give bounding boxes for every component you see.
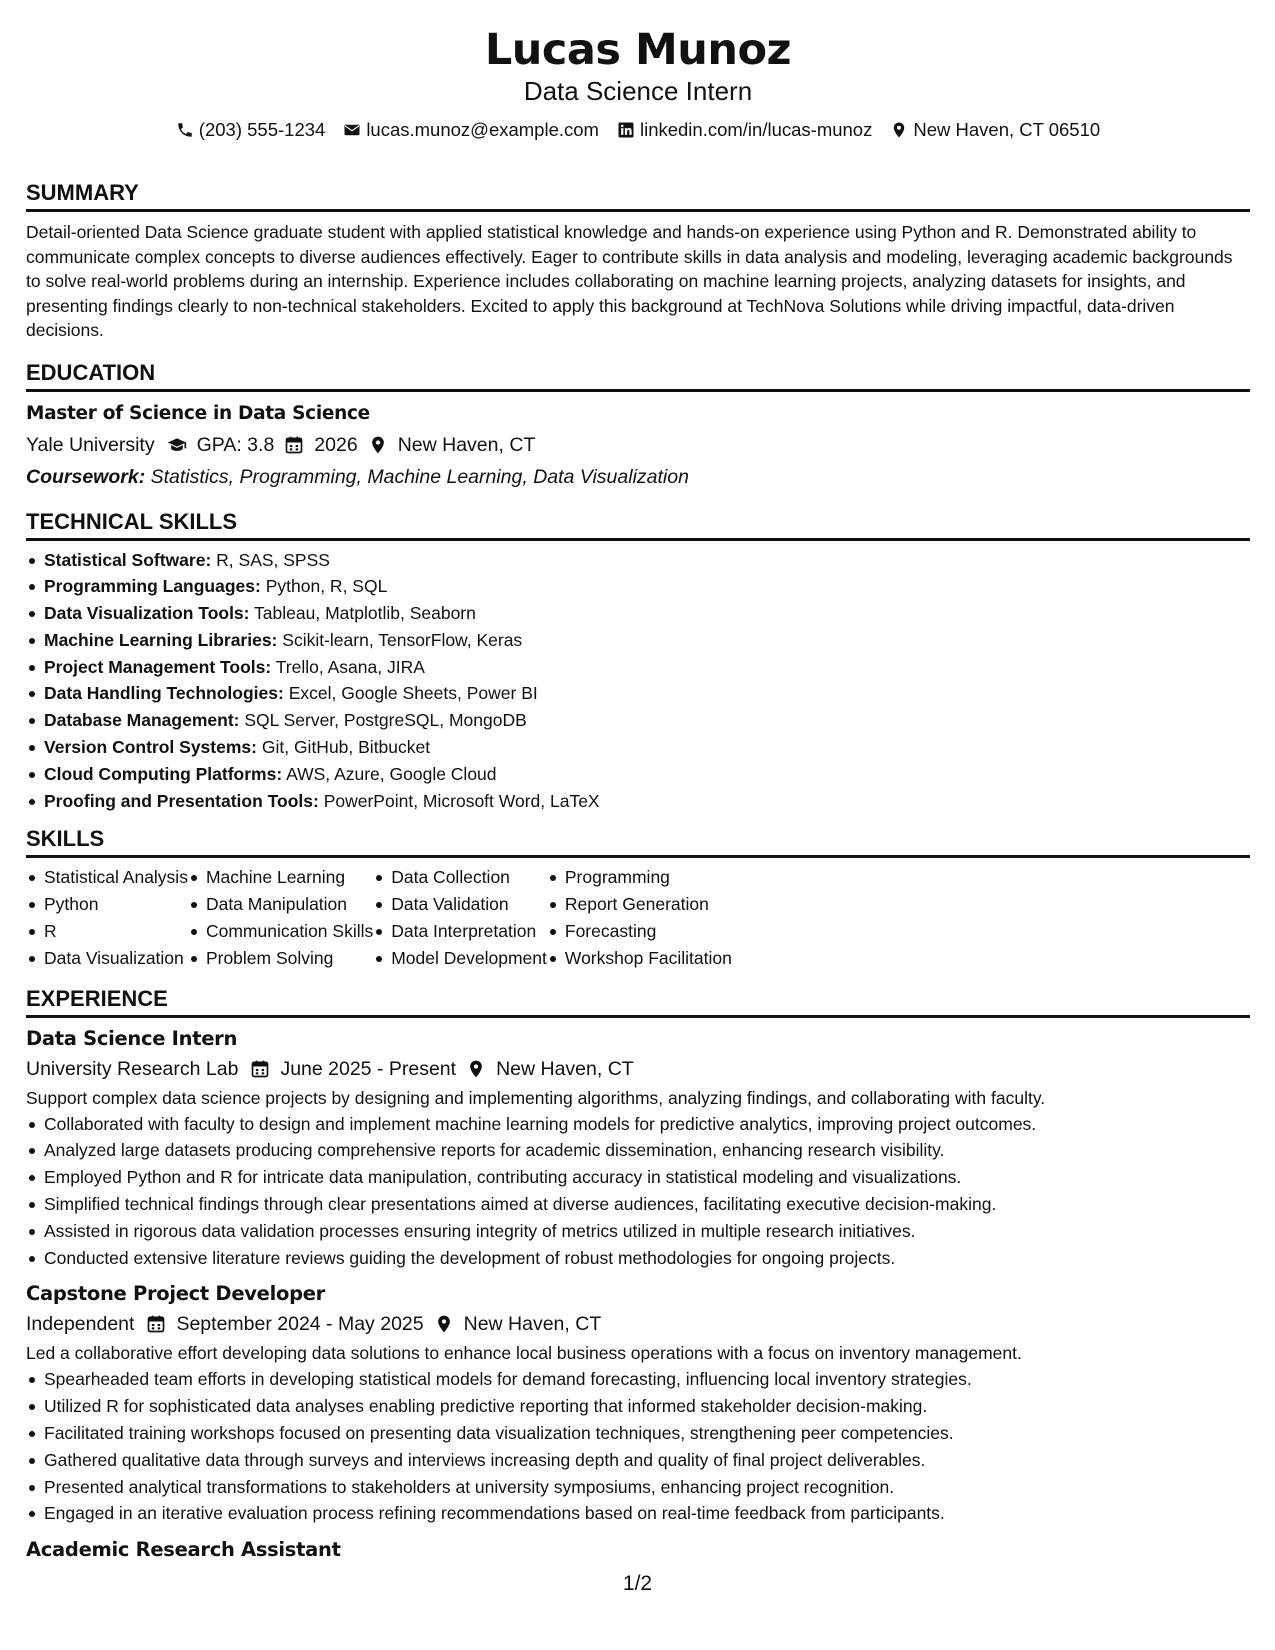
technical-skill-item [26, 788, 1250, 815]
skills-column [547, 864, 732, 971]
skill-item: Workshop Facilitation [547, 945, 732, 972]
job-meta [26, 1310, 1250, 1338]
job-bullet: Conducted extensive literature reviews guiding the development of robust methodologies for ongoing projects. [26, 1245, 1250, 1272]
technical-skill-label: Machine Learning Libraries: [44, 629, 278, 650]
education-meta [26, 431, 1250, 459]
map-pin-icon [368, 435, 388, 455]
experience-entries [26, 1026, 1250, 1528]
skill-item: Data Visualization [26, 945, 188, 972]
skill-item: Communication Skills [188, 918, 373, 945]
skill-item: Machine Learning [188, 864, 373, 891]
contact-row [26, 118, 1250, 142]
technical-skill-label: Data Visualization Tools: [44, 603, 250, 624]
graduation-cap-icon [167, 435, 187, 455]
calendar-icon [146, 1314, 166, 1334]
skill-item: Data Collection [373, 864, 547, 891]
email-text[interactable]: lucas.munoz@example.com [366, 119, 599, 140]
technical-skill-value: Python, R, SQL [265, 576, 388, 597]
job-organization: Independent [26, 1313, 135, 1336]
skills-column [188, 864, 373, 971]
technical-skill-label: Database Management: [44, 710, 240, 731]
skill-item: Data Manipulation [188, 891, 373, 918]
coursework-list: Statistics, Programming, Machine Learning, Data Visualization [150, 465, 689, 488]
technical-skill-value: Tableau, Matplotlib, Seaborn [254, 603, 476, 624]
job-bullet: Utilized R for sophisticated data analyses enabling predictive reporting that informed stakeholder decision-making. [26, 1393, 1250, 1420]
skill-item: Statistical Analysis [26, 864, 188, 891]
skill-item: Data Validation [373, 891, 547, 918]
skill-item: Programming [547, 864, 732, 891]
skills-columns [26, 864, 1250, 971]
job-description: Support complex data science projects by designing and implementing algorithms, analyzing findings, and collaborating with faculty. [26, 1087, 1046, 1108]
coursework-label: Coursework: [26, 465, 146, 488]
map-pin-icon [466, 1059, 486, 1079]
technical-skills-section [26, 509, 1250, 815]
education-section [26, 360, 1250, 491]
map-pin-icon [890, 121, 908, 139]
skills-heading: SKILLS [26, 826, 1250, 858]
job-bullet: Collaborated with faculty to design and implement machine learning models for predictive analytics, improving project outcomes. [26, 1111, 1250, 1138]
skill-item: Forecasting [547, 918, 732, 945]
job-location: New Haven, CT [463, 1313, 602, 1336]
job-bullet: Simplified technical findings through clear presentations aimed at diverse audiences, facilitating executive decision-making. [26, 1191, 1250, 1218]
phone-icon [176, 121, 194, 139]
experience-entry [26, 1281, 1250, 1527]
job-description: Led a collaborative effort developing data solutions to enhance local business operations with a focus on inventory management. [26, 1343, 1022, 1364]
technical-skill-value: AWS, Azure, Google Cloud [286, 763, 497, 784]
job-bullet: Assisted in rigorous data validation processes ensuring integrity of metrics utilized in multiple research initiatives. [26, 1218, 1250, 1245]
skills-column [373, 864, 547, 971]
school-name: Yale University [26, 433, 155, 456]
technical-skill-label: Cloud Computing Platforms: [44, 763, 283, 784]
contact-phone [176, 118, 326, 142]
linkedin-text[interactable]: linkedin.com/in/lucas-munoz [639, 119, 873, 140]
experience-entry [26, 1026, 1250, 1272]
job-bullet: Engaged in an iterative evaluation process refining recommendations based on real-time feedback from participants. [26, 1500, 1250, 1527]
technical-skill-value: SQL Server, PostgreSQL, MongoDB [244, 710, 527, 731]
technical-skill-label: Proofing and Presentation Tools: [44, 790, 319, 811]
technical-skill-item [26, 547, 1250, 574]
technical-skill-value: Git, GitHub, Bitbucket [261, 737, 431, 758]
summary-text: Detail-oriented Data Science graduate student with applied statistical knowledge and hands-on experience using Python and R. Demonstrated ability to communicate complex concepts to diverse audiences effectively. Eager to contribute skills in data analysis and modeling, leveraging academic backgrounds to solve real-world problems during an internship. Experience includes collaborating on machine learning projects, analyzing datasets for insights, and presenting findings clearly to non-technical stakeholders. Excited to apply this background at TechNova Solutions while driving impactful, data-driven decisions. [26, 222, 1233, 340]
skill-item: Model Development [373, 945, 547, 972]
resume-page [26, 0, 1250, 1563]
technical-skills-heading: TECHNICAL SKILLS [26, 509, 1250, 541]
technical-skills-list [26, 547, 1250, 815]
job-title: Capstone Project Developer [26, 1282, 325, 1306]
calendar-icon [284, 435, 304, 455]
envelope-icon [343, 121, 361, 139]
summary-section [26, 180, 1250, 343]
job-bullet-list [26, 1111, 1250, 1272]
degree-title: Master of Science in Data Science [26, 402, 370, 424]
job-bullet-list [26, 1366, 1250, 1527]
skill-item: Report Generation [547, 891, 732, 918]
calendar-icon [250, 1059, 270, 1079]
job-dates: September 2024 - May 2025 [176, 1313, 424, 1336]
technical-skill-label: Project Management Tools: [44, 656, 272, 677]
graduation-year: 2026 [314, 433, 358, 456]
technical-skill-item [26, 654, 1250, 681]
experience-heading: EXPERIENCE [26, 986, 1250, 1018]
technical-skill-item [26, 761, 1250, 788]
technical-skill-value: R, SAS, SPSS [216, 549, 330, 570]
job-dates: June 2025 - Present [280, 1057, 457, 1080]
gpa-text: GPA: 3.8 [196, 433, 275, 456]
job-bullet: Employed Python and R for intricate data manipulation, contributing accuracy in statistical modeling and visualizations. [26, 1164, 1250, 1191]
technical-skill-item [26, 734, 1250, 761]
technical-skill-value: PowerPoint, Microsoft Word, LaTeX [323, 790, 600, 811]
coursework-line [26, 463, 1250, 491]
job-bullet: Gathered qualitative data through surveys and interviews increasing depth and quality of final project deliverables. [26, 1447, 1250, 1474]
location-text: New Haven, CT 06510 [913, 119, 1101, 140]
education-heading: EDUCATION [26, 360, 1250, 392]
technical-skill-item [26, 573, 1250, 600]
summary-heading: SUMMARY [26, 180, 1250, 212]
experience-section [26, 986, 1250, 1564]
skill-item: Problem Solving [188, 945, 373, 972]
job-bullet: Presented analytical transformations to stakeholders at university symposiums, enhancing project recognition. [26, 1474, 1250, 1501]
job-bullet: Spearheaded team efforts in developing statistical models for demand forecasting, influencing local inventory strategies. [26, 1366, 1250, 1393]
technical-skill-value: Scikit-learn, TensorFlow, Keras [282, 629, 523, 650]
job-location: New Haven, CT [496, 1057, 634, 1080]
contact-location [890, 118, 1100, 142]
technical-skill-value: Excel, Google Sheets, Power BI [288, 683, 538, 704]
phone-text: (203) 555-1234 [198, 119, 326, 140]
page-number: 1/2 [622, 1572, 653, 1595]
technical-skill-label: Programming Languages: [44, 576, 261, 597]
job-title: Data Science Intern [26, 1026, 238, 1050]
map-pin-icon [434, 1314, 454, 1334]
skill-item: Data Interpretation [373, 918, 547, 945]
technical-skill-item [26, 627, 1250, 654]
linkedin-icon [617, 121, 635, 139]
candidate-headline: Data Science Intern [523, 76, 753, 106]
job-meta [26, 1055, 1250, 1083]
technical-skill-label: Version Control Systems: [44, 737, 257, 758]
technical-skill-item [26, 707, 1250, 734]
contact-linkedin[interactable] [617, 118, 872, 142]
job-bullet: Analyzed large datasets producing comprehensive reports for academic dissemination, enhancing research visibility. [26, 1137, 1250, 1164]
skill-item: R [26, 918, 188, 945]
skill-item: Python [26, 891, 188, 918]
candidate-name: Lucas Munoz [484, 25, 792, 75]
skills-column [26, 864, 188, 971]
technical-skill-item [26, 680, 1250, 707]
technical-skill-label: Data Handling Technologies: [44, 683, 284, 704]
job-bullet: Facilitated training workshops focused on presenting data visualization techniques, strengthening peer competencies. [26, 1420, 1250, 1447]
job-organization: University Research Lab [26, 1057, 239, 1080]
technical-skill-value: Trello, Asana, JIRA [275, 656, 425, 677]
skills-section [26, 826, 1250, 971]
technical-skill-item [26, 600, 1250, 627]
technical-skill-label: Statistical Software: [44, 549, 212, 570]
job-title: Academic Research Assistant [26, 1538, 341, 1562]
contact-email[interactable] [343, 118, 599, 142]
school-location: New Haven, CT [397, 433, 536, 456]
